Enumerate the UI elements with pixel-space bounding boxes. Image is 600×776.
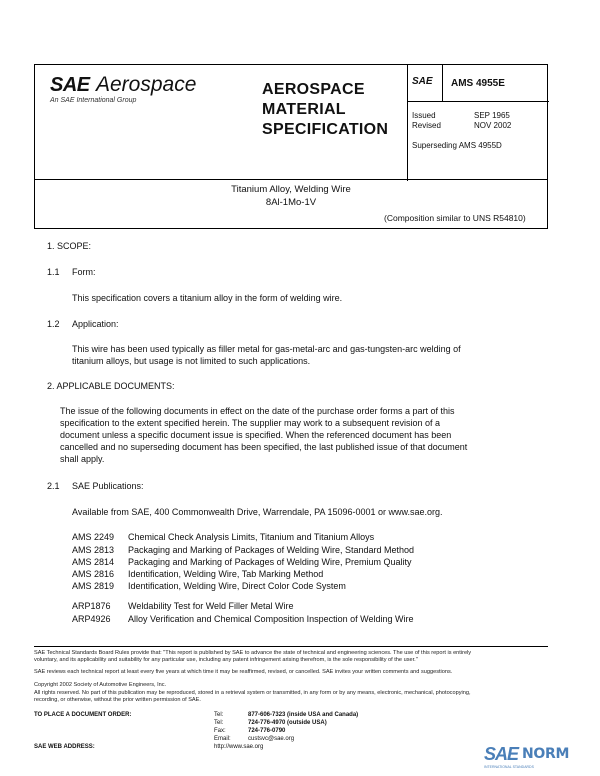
ref-desc: Alloy Verification and Chemical Composition Inspection of Welding Wire <box>128 614 414 624</box>
paragraph: document unless a specific document issue is specified. When the referenced document has been <box>60 430 452 440</box>
ref-desc: Packaging and Marking of Packages of Welding Wire, Standard Method <box>128 545 414 555</box>
revised-label: Revised <box>412 121 441 130</box>
footer-note-line: SAE Technical Standards Board Rules provide that: "This report is published by SAE to advance the state of technical and engineering sciences. The use of this report is entirely <box>34 650 472 656</box>
ref-code: AMS 2819 <box>72 581 115 591</box>
section-title: Form: <box>72 267 96 277</box>
doc-type-line: AEROSPACE <box>262 81 365 98</box>
doc-type-line: MATERIAL <box>262 101 346 118</box>
section-number: 1.1 <box>47 267 60 277</box>
watermark-norm: NORM <box>522 746 570 762</box>
web-label: SAE WEB ADDRESS: <box>34 744 95 750</box>
section-number: 1.2 <box>47 319 60 329</box>
section-number: 2.1 <box>47 481 60 491</box>
order-label: TO PLACE A DOCUMENT ORDER: <box>34 712 132 718</box>
ref-desc: Chemical Check Analysis Limits, Titanium and Titanium Alloys <box>128 532 375 542</box>
paragraph: This wire has been used typically as filler metal for gas-metal-arc and gas-tungsten-arc welding of <box>72 344 461 354</box>
ref-code: AMS 2814 <box>72 557 115 567</box>
divider <box>407 101 549 102</box>
document-type <box>262 80 388 140</box>
footer-review-note: SAE reviews each technical report at least every five years at which time it may be reaffirmed, revised, or cancelled. SAE invites your written comments and suggestions. <box>34 669 453 675</box>
composition-note: (Composition similar to UNS R54810) <box>384 213 526 223</box>
ref-code: AMS 2813 <box>72 545 115 555</box>
rights-line: recording, or otherwise, without the prior written permission of SAE. <box>34 697 201 703</box>
paragraph: cancelled and no superseding document has been specified, the last published issue of that document <box>60 442 468 452</box>
paragraph: titanium alloys, but usage is not limited to such applications. <box>72 356 311 366</box>
small-sae-logo: SAE <box>412 76 433 87</box>
footer-note-line: voluntary, and its applicability and suitability for any particular use, including any patent infringement arising therefrom, is the sole responsibility of the user." <box>34 657 418 663</box>
rights-note <box>34 690 564 704</box>
watermark-sae: SAE <box>484 744 519 764</box>
footer-note <box>34 650 564 664</box>
tel-value: 877-606-7323 (inside USA and Canada) <box>248 712 359 718</box>
rights-line: All rights reserved. No part of this publication may be reproduced, stored in a retrieval system or transmitted, in any form or by any means, electronic, mechanical, photocopying, <box>34 690 471 696</box>
section-title: SAE Publications: <box>72 481 144 491</box>
section-heading: 2. APPLICABLE DOCUMENTS: <box>47 381 175 391</box>
logo-sae: SAE <box>50 74 90 96</box>
issued-label: Issued <box>412 111 436 120</box>
paragraph: This specification covers a titanium alloy in the form of welding wire. <box>72 293 343 303</box>
paragraph: Available from SAE, 400 Commonwealth Drive, Warrendale, PA 15096-0001 or www.sae.org. <box>72 507 443 517</box>
paragraph: specification to the extent specified herein. The supplier may work to a subsequent revision of a <box>60 418 441 428</box>
tel-label: Tel: <box>214 712 224 718</box>
divider <box>407 65 408 181</box>
ref-code: AMS 2249 <box>72 532 115 542</box>
logo-aerospace: Aerospace <box>96 73 197 96</box>
spec-title: Titanium Alloy, Welding Wire <box>231 184 351 195</box>
web-link[interactable]: http://www.sae.org <box>214 744 264 750</box>
section-title: Application: <box>72 319 119 329</box>
ref-code: ARP4926 <box>72 614 111 624</box>
divider <box>442 65 443 101</box>
ref-desc: Identification, Welding Wire, Tab Marking Method <box>128 569 324 579</box>
ref-code: AMS 2816 <box>72 569 115 579</box>
copyright: Copyright 2002 Society of Automotive Engineers, Inc. <box>34 682 167 688</box>
superseding-note: Superseding AMS 4955D <box>412 141 502 150</box>
tel-value: 724-776-4970 (outside USA) <box>248 720 327 726</box>
fax-label: Fax: <box>214 728 226 734</box>
section-heading: 1. SCOPE: <box>47 241 92 251</box>
ams-number: AMS 4955E <box>451 78 505 89</box>
revised-value: NOV 2002 <box>474 121 512 130</box>
doc-type-line: SPECIFICATION <box>262 121 389 138</box>
email-label: Email: <box>214 736 231 742</box>
tel-label: Tel: <box>214 720 224 726</box>
logo-subtitle: An SAE International Group <box>50 97 137 104</box>
ref-desc: Identification, Welding Wire, Direct Color Code System <box>128 581 346 591</box>
paragraph: shall apply. <box>60 454 105 464</box>
ref-desc: Packaging and Marking of Packages of Welding Wire, Premium Quality <box>128 557 412 567</box>
footer-divider <box>34 646 548 647</box>
email-link[interactable]: custsvc@sae.org <box>248 736 295 742</box>
fax-value: 724-776-0790 <box>248 728 286 734</box>
watermark-sub: INTERNATIONAL STANDARDS <box>484 765 534 769</box>
ref-code: ARP1876 <box>72 601 111 611</box>
paragraph: The issue of the following documents in effect on the date of the purchase order forms a part of this <box>60 406 455 416</box>
issued-value: SEP 1965 <box>474 111 510 120</box>
spec-alloy: 8Al-1Mo-1V <box>265 197 317 208</box>
ref-desc: Weldability Test for Weld Filler Metal Wire <box>128 601 294 611</box>
